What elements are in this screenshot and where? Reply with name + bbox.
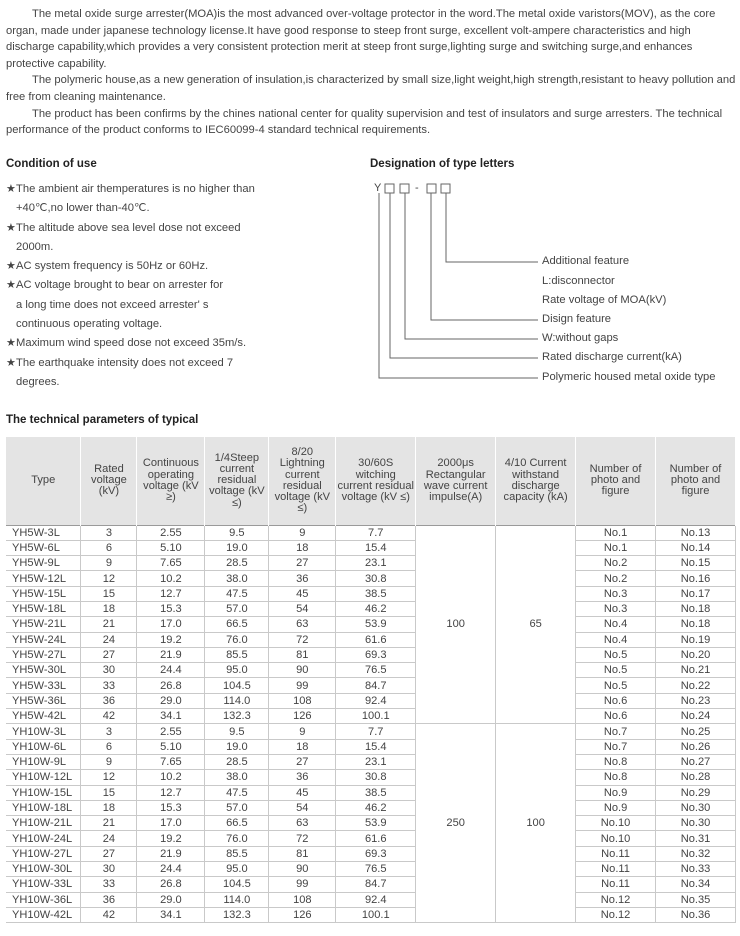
table-cell: No.22 <box>655 678 735 693</box>
table-cell: YH10W-18L <box>6 800 81 815</box>
table-cell: YH10W-42L <box>6 907 81 922</box>
table-cell: 24 <box>81 831 137 846</box>
table-cell: 24.4 <box>137 663 205 678</box>
table-cell: 27 <box>81 846 137 861</box>
table-row <box>6 739 736 754</box>
column-header: Continuous operating voltage (kV ≥) <box>137 437 205 525</box>
table-cell: 15.4 <box>336 739 416 754</box>
table-cell: 95.0 <box>205 663 269 678</box>
table-cell: No.25 <box>655 724 735 739</box>
table-cell: 34.1 <box>137 907 205 922</box>
table-cell: 30 <box>81 663 137 678</box>
column-header: Rated voltage (kV) <box>81 437 137 525</box>
table-cell: 7.65 <box>137 556 205 571</box>
table-cell: 108 <box>269 693 336 708</box>
table-cell: No.9 <box>576 800 656 815</box>
column-header: 4/10 Current withstand discharge capacity (kA) <box>496 437 576 525</box>
table-cell: 76.5 <box>336 862 416 877</box>
table-row <box>6 632 736 647</box>
table-cell: 45 <box>269 785 336 800</box>
table-cell: YH5W-12L <box>6 571 81 586</box>
table-cell: 2.55 <box>137 525 205 540</box>
table-cell: 72 <box>269 632 336 647</box>
table-row <box>6 571 736 586</box>
table-body <box>6 525 736 923</box>
table-cell: 21 <box>81 617 137 632</box>
table-cell: No.18 <box>655 601 735 616</box>
table-cell: 15.3 <box>137 601 205 616</box>
table-cell: 18 <box>269 739 336 754</box>
condition-line: continuous operating voltage. <box>16 318 163 331</box>
table-cell: 36 <box>269 571 336 586</box>
table-row <box>6 617 736 632</box>
table-cell: No.14 <box>655 540 735 555</box>
condition-line: 2000m. <box>16 240 54 253</box>
table-cell: 61.6 <box>336 632 416 647</box>
table-row <box>6 754 736 769</box>
table-cell: 29.0 <box>137 892 205 907</box>
table-cell: No.2 <box>576 571 656 586</box>
table-cell: 21 <box>81 816 137 831</box>
column-header: Number of photo and figure <box>655 437 735 525</box>
table-cell: 85.5 <box>205 846 269 861</box>
table-cell: No.10 <box>576 831 656 846</box>
conditions-title: Condition of use <box>6 158 97 170</box>
table-cell: YH5W-18L <box>6 601 81 616</box>
table-cell: 33 <box>81 877 137 892</box>
table-cell: 54 <box>269 601 336 616</box>
table-cell: No.36 <box>655 907 735 922</box>
table-cell: 72 <box>269 831 336 846</box>
table-row <box>6 877 736 892</box>
table-cell: 61.6 <box>336 831 416 846</box>
table-cell: 92.4 <box>336 892 416 907</box>
table-cell: 18 <box>269 540 336 555</box>
table-cell: No.28 <box>655 770 735 785</box>
table-cell: YH10W-21L <box>6 816 81 831</box>
designation-diagram <box>370 180 740 390</box>
table-cell: No.21 <box>655 663 735 678</box>
table-cell: 63 <box>269 617 336 632</box>
table-cell: 3 <box>81 724 137 739</box>
table-cell: 19.0 <box>205 540 269 555</box>
column-header: 1/4Steep current residual voltage (kV ≤) <box>205 437 269 525</box>
condition-line: ★AC voltage brought to bear on arrester for <box>6 279 224 292</box>
table-cell: YH10W-30L <box>6 862 81 877</box>
table-cell: YH10W-12L <box>6 770 81 785</box>
table-cell: 99 <box>269 877 336 892</box>
table-row <box>6 663 736 678</box>
table-row <box>6 785 736 800</box>
table-cell: 108 <box>269 892 336 907</box>
table-cell: 99 <box>269 678 336 693</box>
table-cell: 9 <box>269 525 336 540</box>
intro-paragraph: The product has been confirms by the chines national center for quality supervision and test of insulators and surge arresters. The technical performance of the product conforms to IEC60099-4 standard technical requirements. <box>6 107 723 137</box>
table-row <box>6 907 736 922</box>
table-cell: 53.9 <box>336 816 416 831</box>
condition-line: a long time does not exceed arrester' s <box>16 298 209 311</box>
table-cell: 36 <box>81 892 137 907</box>
table-row <box>6 892 736 907</box>
table-row <box>6 540 736 555</box>
table-cell: No.5 <box>576 663 656 678</box>
table-row <box>6 601 736 616</box>
table-cell: No.30 <box>655 816 735 831</box>
table-cell: 76.0 <box>205 632 269 647</box>
table-cell: 17.0 <box>137 816 205 831</box>
table-cell: No.35 <box>655 892 735 907</box>
table-cell: 46.2 <box>336 800 416 815</box>
table-cell: 104.5 <box>205 877 269 892</box>
table-cell: 9.5 <box>205 724 269 739</box>
table-cell: No.26 <box>655 739 735 754</box>
table-cell: No.31 <box>655 831 735 846</box>
table-cell: 100.1 <box>336 709 416 724</box>
table-cell: 53.9 <box>336 617 416 632</box>
table-cell: No.6 <box>576 693 656 708</box>
table-cell: YH5W-21L <box>6 617 81 632</box>
table-row <box>6 709 736 724</box>
table-cell: 63 <box>269 816 336 831</box>
table-cell: 47.5 <box>205 586 269 601</box>
table-cell: 45 <box>269 586 336 601</box>
table-cell: 90 <box>269 663 336 678</box>
table-cell: YH5W-6L <box>6 540 81 555</box>
table-cell: No.11 <box>576 877 656 892</box>
table-cell: No.4 <box>576 632 656 647</box>
condition-line: degrees. <box>16 375 60 388</box>
column-header: 30/60S witching current residual voltage (kV ≤) <box>336 437 416 525</box>
table-cell: No.13 <box>655 525 735 540</box>
table-cell: 57.0 <box>205 800 269 815</box>
table-cell: No.11 <box>576 846 656 861</box>
table-cell: 15.4 <box>336 540 416 555</box>
table-cell: YH5W-36L <box>6 693 81 708</box>
table-cell: YH10W-9L <box>6 754 81 769</box>
table-cell: 15.3 <box>137 800 205 815</box>
table-cell: 12.7 <box>137 586 205 601</box>
designation-code-dash: - <box>415 182 419 194</box>
table-cell: 54 <box>269 800 336 815</box>
table-cell: 9 <box>81 754 137 769</box>
table-cell: 69.3 <box>336 647 416 662</box>
table-cell: 9 <box>81 556 137 571</box>
column-header: 2000μs Rectangular wave current impulse(A) <box>416 437 496 525</box>
conditions-list <box>6 180 306 392</box>
table-cell: 12.7 <box>137 785 205 800</box>
table-cell: 27 <box>81 647 137 662</box>
table-cell: 7.7 <box>336 724 416 739</box>
table-cell: 21.9 <box>137 846 205 861</box>
condition-line: ★AC system frequency is 50Hz or 60Hz. <box>6 260 209 273</box>
table-cell: 18 <box>81 800 137 815</box>
table-cell: 15 <box>81 586 137 601</box>
table-cell: No.3 <box>576 586 656 601</box>
table-cell: No.5 <box>576 647 656 662</box>
table-cell: 26.8 <box>137 678 205 693</box>
table-cell: 34.1 <box>137 709 205 724</box>
table-cell: 15 <box>81 785 137 800</box>
impulse-current-cell: 100 <box>416 525 496 724</box>
table-cell: 30.8 <box>336 770 416 785</box>
table-cell: 100.1 <box>336 907 416 922</box>
table-cell: YH5W-24L <box>6 632 81 647</box>
table-cell: 9.5 <box>205 525 269 540</box>
table-row <box>6 678 736 693</box>
impulse-current-cell: 250 <box>416 724 496 923</box>
table-cell: 5.10 <box>137 739 205 754</box>
table-row <box>6 525 736 540</box>
intro-paragraph: The metal oxide surge arrester(MOA)is the most advanced over-voltage protector in the word.The metal oxide varistors(MOV), as the core organ, made under japanese technology license.It have good response to steep front surge, excellent volt-ampere characteristics and high discharge capability,which provides a very consistent protection merit at steep front surge,lighting surge and switching surge,and enhances protective capability. <box>6 8 716 70</box>
condition-line: ★Maximum wind speed dose not exceed 35m/s. <box>6 337 247 350</box>
table-cell: 84.7 <box>336 877 416 892</box>
designation-label: Disign feature <box>542 313 612 325</box>
table-cell: 3 <box>81 525 137 540</box>
technical-parameters-table <box>6 437 736 923</box>
condition-line: ★The ambient air themperatures is no higher than <box>6 183 255 195</box>
table-cell: 6 <box>81 540 137 555</box>
table-cell: 90 <box>269 862 336 877</box>
table-cell: No.24 <box>655 709 735 724</box>
designation-title: Designation of type letters <box>370 158 515 170</box>
table-cell: 95.0 <box>205 862 269 877</box>
table-cell: YH10W-15L <box>6 785 81 800</box>
table-cell: No.5 <box>576 678 656 693</box>
table-row <box>6 846 736 861</box>
table-cell: 76.5 <box>336 663 416 678</box>
table-cell: 38.0 <box>205 770 269 785</box>
table-cell: 36 <box>81 693 137 708</box>
table-cell: 114.0 <box>205 892 269 907</box>
table-cell: No.12 <box>576 892 656 907</box>
designation-label: L:disconnector <box>542 275 615 287</box>
table-cell: No.9 <box>576 785 656 800</box>
table-cell: No.6 <box>576 709 656 724</box>
table-row <box>6 693 736 708</box>
table-cell: No.8 <box>576 754 656 769</box>
condition-line: +40℃,no lower than-40℃. <box>16 202 150 215</box>
designation-label: Polymeric housed metal oxide type <box>542 371 716 383</box>
table-cell: 19.2 <box>137 632 205 647</box>
table-cell: No.4 <box>576 617 656 632</box>
table-cell: 66.5 <box>205 617 269 632</box>
table-cell: No.29 <box>655 785 735 800</box>
table-cell: 19.0 <box>205 739 269 754</box>
table-cell: 10.2 <box>137 770 205 785</box>
table-cell: 6 <box>81 739 137 754</box>
table-cell: No.11 <box>576 862 656 877</box>
table-cell: 33 <box>81 678 137 693</box>
table-row <box>6 724 736 739</box>
table-cell: YH5W-3L <box>6 525 81 540</box>
table-cell: 84.7 <box>336 678 416 693</box>
table-cell: 76.0 <box>205 831 269 846</box>
table-title: The technical parameters of typical <box>6 414 199 426</box>
table-cell: No.1 <box>576 525 656 540</box>
table-cell: No.33 <box>655 862 735 877</box>
table-cell: No.23 <box>655 693 735 708</box>
table-cell: YH5W-30L <box>6 663 81 678</box>
table-row <box>6 800 736 815</box>
table-cell: No.1 <box>576 540 656 555</box>
table-cell: 21.9 <box>137 647 205 662</box>
table-cell: 23.1 <box>336 754 416 769</box>
table-row <box>6 862 736 877</box>
table-cell: 81 <box>269 647 336 662</box>
table-cell: No.7 <box>576 724 656 739</box>
table-row <box>6 586 736 601</box>
table-cell: No.12 <box>576 907 656 922</box>
table-cell: 12 <box>81 571 137 586</box>
table-row <box>6 556 736 571</box>
table-cell: 126 <box>269 709 336 724</box>
table-cell: 42 <box>81 907 137 922</box>
table-cell: No.2 <box>576 556 656 571</box>
table-cell: 7.7 <box>336 525 416 540</box>
table-cell: 24 <box>81 632 137 647</box>
table-cell: 38.0 <box>205 571 269 586</box>
intro-paragraph: The polymeric house,as a new generation of insulation,is characterized by small size,light weight,high strength,resistant to heavy pollution and free from cleaning maintenance. <box>6 74 736 103</box>
table-cell: No.18 <box>655 617 735 632</box>
table-cell: No.15 <box>655 556 735 571</box>
discharge-capacity-cell: 100 <box>496 724 576 923</box>
table-row <box>6 831 736 846</box>
designation-label: Rate voltage of MOA(kV) <box>542 294 667 306</box>
table-cell: 24.4 <box>137 862 205 877</box>
column-header: Number of photo and figure <box>576 437 656 525</box>
designation-code-prefix: Y <box>374 182 382 194</box>
table-cell: 85.5 <box>205 647 269 662</box>
table-cell: No.10 <box>576 816 656 831</box>
designation-label: W:without gaps <box>542 332 619 344</box>
table-cell: 38.5 <box>336 586 416 601</box>
condition-line: ★The earthquake intensity does not exceed 7 <box>6 356 234 369</box>
table-cell: 28.5 <box>205 754 269 769</box>
table-cell: 7.65 <box>137 754 205 769</box>
table-cell: 17.0 <box>137 617 205 632</box>
table-cell: 18 <box>81 601 137 616</box>
column-header: Type <box>6 437 81 525</box>
designation-label: Additional feature <box>542 255 630 267</box>
table-cell: 23.1 <box>336 556 416 571</box>
table-cell: No.20 <box>655 647 735 662</box>
table-cell: 2.55 <box>137 724 205 739</box>
table-cell: YH10W-33L <box>6 877 81 892</box>
table-cell: YH10W-27L <box>6 846 81 861</box>
table-cell: YH5W-27L <box>6 647 81 662</box>
table-cell: 27 <box>269 556 336 571</box>
table-cell: YH10W-3L <box>6 724 81 739</box>
table-cell: 132.3 <box>205 907 269 922</box>
table-cell: No.34 <box>655 877 735 892</box>
table-cell: 28.5 <box>205 556 269 571</box>
table-cell: 46.2 <box>336 601 416 616</box>
table-cell: 19.2 <box>137 831 205 846</box>
table-cell: No.17 <box>655 586 735 601</box>
table-cell: 104.5 <box>205 678 269 693</box>
table-cell: 26.8 <box>137 877 205 892</box>
table-cell: 30.8 <box>336 571 416 586</box>
table-cell: No.19 <box>655 632 735 647</box>
table-cell: 10.2 <box>137 571 205 586</box>
column-header: 8/20 Lightning current residual voltage (kV ≤) <box>269 437 336 525</box>
table-row <box>6 647 736 662</box>
table-cell: 81 <box>269 846 336 861</box>
table-cell: No.32 <box>655 846 735 861</box>
table-cell: YH10W-36L <box>6 892 81 907</box>
table-cell: 30 <box>81 862 137 877</box>
table-cell: 29.0 <box>137 693 205 708</box>
table-header-row <box>6 437 736 525</box>
table-cell: 36 <box>269 770 336 785</box>
intro-text <box>6 6 736 139</box>
table-cell: 42 <box>81 709 137 724</box>
table-cell: 27 <box>269 754 336 769</box>
table-cell: YH10W-24L <box>6 831 81 846</box>
table-cell: 47.5 <box>205 785 269 800</box>
discharge-capacity-cell: 65 <box>496 525 576 724</box>
table-cell: No.27 <box>655 754 735 769</box>
table-cell: YH5W-42L <box>6 709 81 724</box>
table-cell: YH10W-6L <box>6 739 81 754</box>
table-cell: 5.10 <box>137 540 205 555</box>
table-cell: 9 <box>269 724 336 739</box>
table-cell: No.8 <box>576 770 656 785</box>
table-row <box>6 770 736 785</box>
table-cell: YH5W-15L <box>6 586 81 601</box>
table-cell: No.7 <box>576 739 656 754</box>
table-cell: 38.5 <box>336 785 416 800</box>
table-cell: No.30 <box>655 800 735 815</box>
table-cell: 69.3 <box>336 846 416 861</box>
table-row <box>6 816 736 831</box>
table-cell: 12 <box>81 770 137 785</box>
table-cell: No.3 <box>576 601 656 616</box>
designation-label: Rated discharge current(kA) <box>542 351 682 363</box>
table-cell: No.16 <box>655 571 735 586</box>
table-cell: 126 <box>269 907 336 922</box>
table-cell: 132.3 <box>205 709 269 724</box>
table-cell: YH5W-33L <box>6 678 81 693</box>
table-cell: 57.0 <box>205 601 269 616</box>
table-cell: 92.4 <box>336 693 416 708</box>
condition-line: ★The altitude above sea level dose not exceed <box>6 221 241 234</box>
table-cell: YH5W-9L <box>6 556 81 571</box>
table-cell: 114.0 <box>205 693 269 708</box>
table-cell: 66.5 <box>205 816 269 831</box>
